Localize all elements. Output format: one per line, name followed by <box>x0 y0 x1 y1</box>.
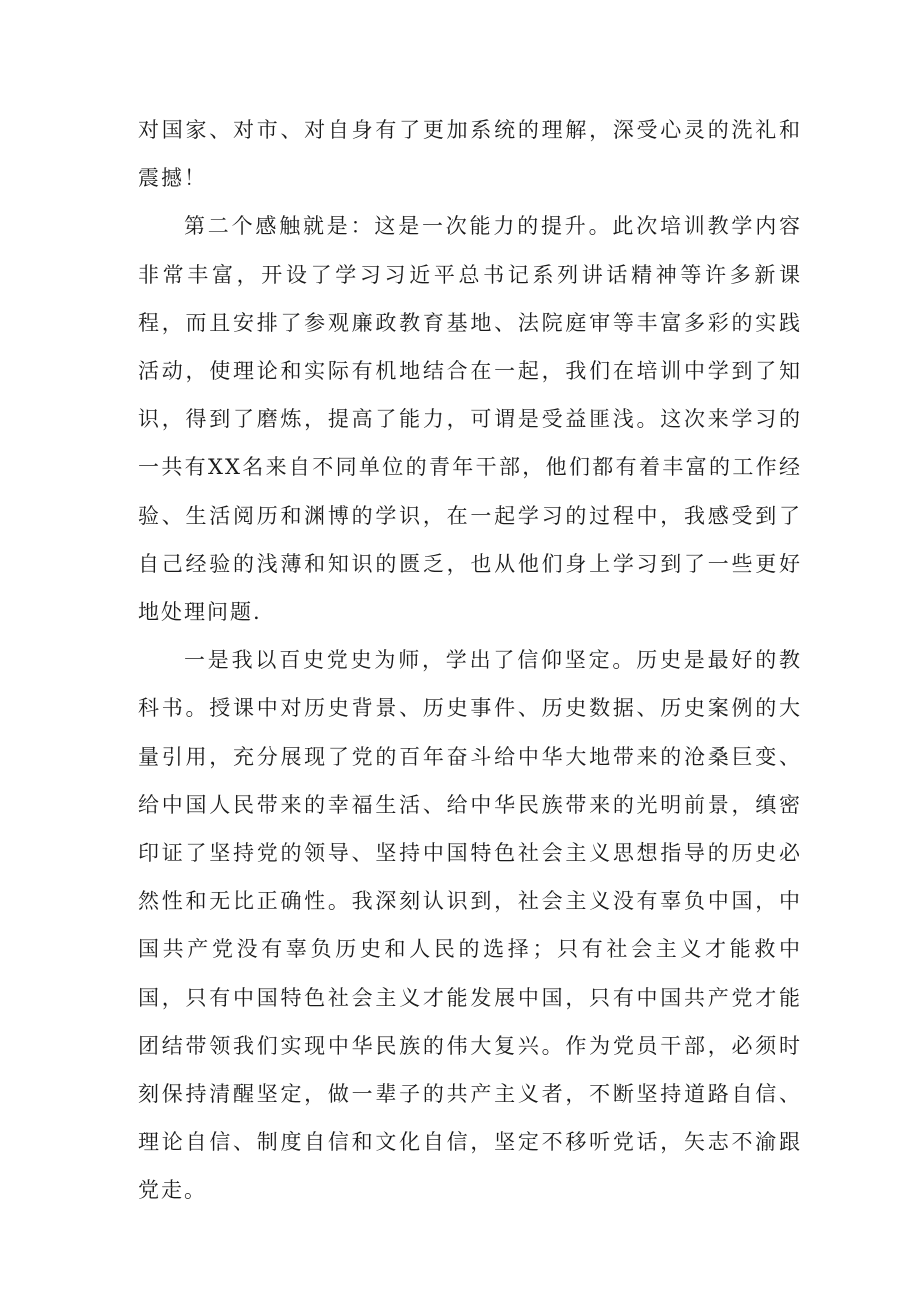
paragraph-party-history: 一是我以百史党史为师，学出了信仰坚定。历史是最好的教科书。授课中对历史背景、历史事件、历史数据、历史案例的大量引用，充分展现了党的百年奋斗给中华大地带来的沧桑巨变、给中国人民带来的幸福生活、给中华民族带来的光明前景，缜密印证了坚持党的领导、坚持中国特色社会主义思想指导的历史必然性和无比正确性。我深刻认识到，社会主义没有辜负中国，中国共产党没有辜负历史和人民的选择；只有社会主义才能救中国，只有中国特色社会主义才能发展中国，只有中国共产党才能团结带领我们实现中华民族的伟大复兴。作为党员干部，必须时刻保持清醒坚定，做一辈子的共产主义者，不断坚持道路自信、理论自信、制度自信和文化自信，坚定不移听党话，矢志不渝跟党走。 <box>138 648 802 1203</box>
document-body <box>138 106 802 1215</box>
paragraph-second-insight: 第二个感触就是：这是一次能力的提升。此次培训教学内容非常丰富，开设了学习习近平总书记系列讲话精神等许多新课程，而且安排了参观廉政教育基地、法院庭审等丰富多彩的实践活动，使理论和实际有机地结合在一起，我们在培训中学到了知识，得到了磨炼，提高了能力，可谓是受益匪浅。这次来学习的一共有XX名来自不同单位的青年干部，他们都有着丰富的工作经验、生活阅历和渊博的学识，在一起学习的过程中，我感受到了自己经验的浅薄和知识的匮乏，也从他们身上学习到了一些更好地处理问题. <box>138 214 802 625</box>
paragraph-continuation: 对国家、对市、对自身有了更加系统的理解，深受心灵的洗礼和震撼！ <box>138 118 802 191</box>
